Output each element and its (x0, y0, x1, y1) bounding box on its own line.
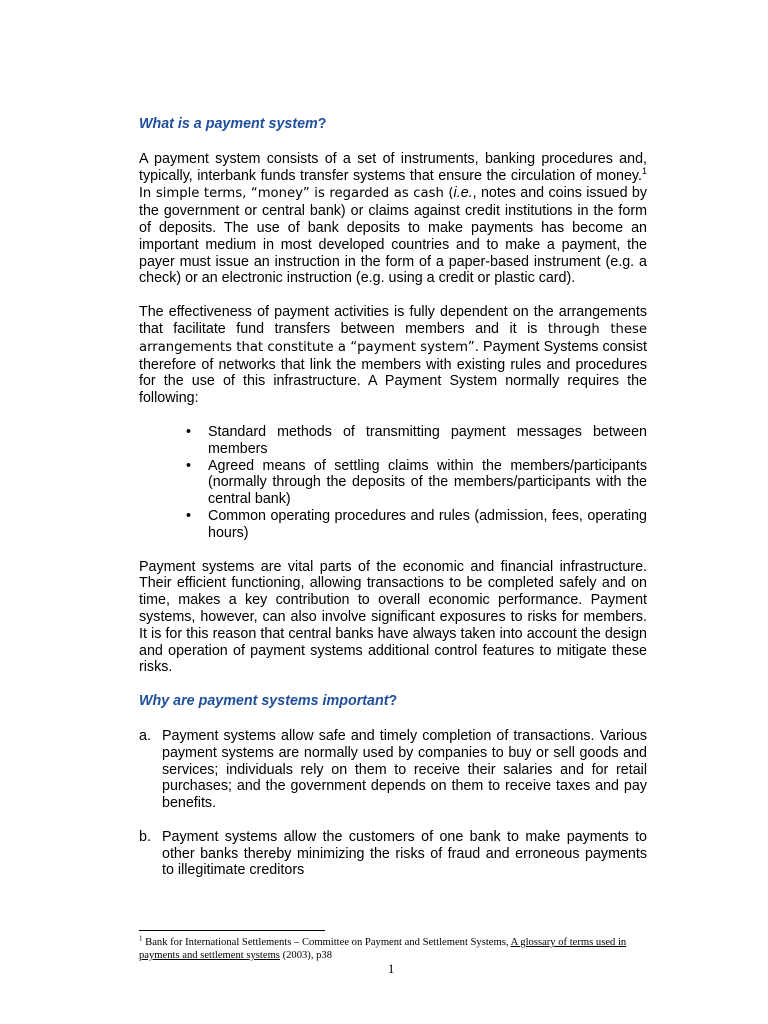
glossary-reference[interactable]: A glossary of terms used in payments and settlement systems (139, 937, 627, 961)
section-heading-what-is-payment-system (139, 116, 647, 133)
requirements-list (139, 424, 647, 542)
item-text: Payment systems allow the customers of one bank to make payments to other banks thereby minimizing the risks of fraud and erroneous payments to illegitimate creditors (162, 828, 647, 879)
section-heading-why-important (139, 693, 647, 710)
item-marker: b. (139, 828, 151, 845)
page-number: 1 (388, 962, 395, 976)
heading-text: Why are payment systems important (139, 693, 389, 710)
page-body (139, 116, 647, 896)
footnote-number: 1 (139, 934, 143, 943)
footnote-reference[interactable]: 1 (641, 165, 647, 176)
item-text: Payment systems allow safe and timely completion of transactions. Various payment systems are normally used by companies to buy or sell goods and services; individuals rely on them to receive their salaries and for retail purchases; and the government depends on them to receive taxes and pay benefits. (162, 727, 647, 812)
heading-question-mark: ? (317, 116, 327, 132)
paragraph-effectiveness: The effectiveness of payment activities is fully dependent on the arrangements that facilitate fund transfers between members and it is through these arrangements that constitute a “payment system”. Payment Systems consist therefore of networks that link the members with existing rules and procedures for the use of this infrastructure. A Payment System normally requires the following: (139, 304, 647, 407)
item-marker: a. (139, 727, 151, 744)
heading-question-mark: ? (388, 693, 398, 710)
list-item: • Standard methods of transmitting payment messages between members (186, 424, 647, 458)
footnote: $^1$ Bank for International Settlements – Committee on Payment and Settlement Systems, A glossary of terms used in payments and settlement systems (2003), p38 (139, 934, 627, 961)
paragraph-vital-parts: Payment systems are vital parts of the economic and financial infrastructure. Their efficient functioning, allowing transactions to be completed safely and on time, makes a key contribution to overall economic performance. Payment systems, however, can also involve significant exposures to risks for members. It is for this reason that central banks have always taken into account the design and operation of payment systems additional control features to mitigate these risks. (139, 558, 647, 676)
list-item: • Agreed means of settling claims within the members/participants (normally through the deposits of the members/participants with the central bank) (186, 458, 647, 508)
list-item (139, 829, 647, 879)
list-item (139, 728, 647, 812)
footnote-divider (139, 930, 325, 931)
heading-text: What is a payment system (139, 116, 318, 132)
list-item: • Common operating procedures and rules (admission, fees, operating hours) (186, 508, 647, 542)
paragraph-definition: A payment system consists of a set of instruments, banking procedures and, typically, interbank funds transfer systems that ensure the circulation of money.$^1$ In simple terms, “money” is regarded as cash (i.e., notes and coins issued by the government or central bank) or claims against credit institutions in the form of deposits. The use of bank deposits to make payments has become an important medium in most developed countries and to make a payment, the payer must issue an instruction in the form of a paper-based instrument (e.g. a check) or an electronic instruction (e.g. using a credit or plastic card). (139, 150, 647, 287)
